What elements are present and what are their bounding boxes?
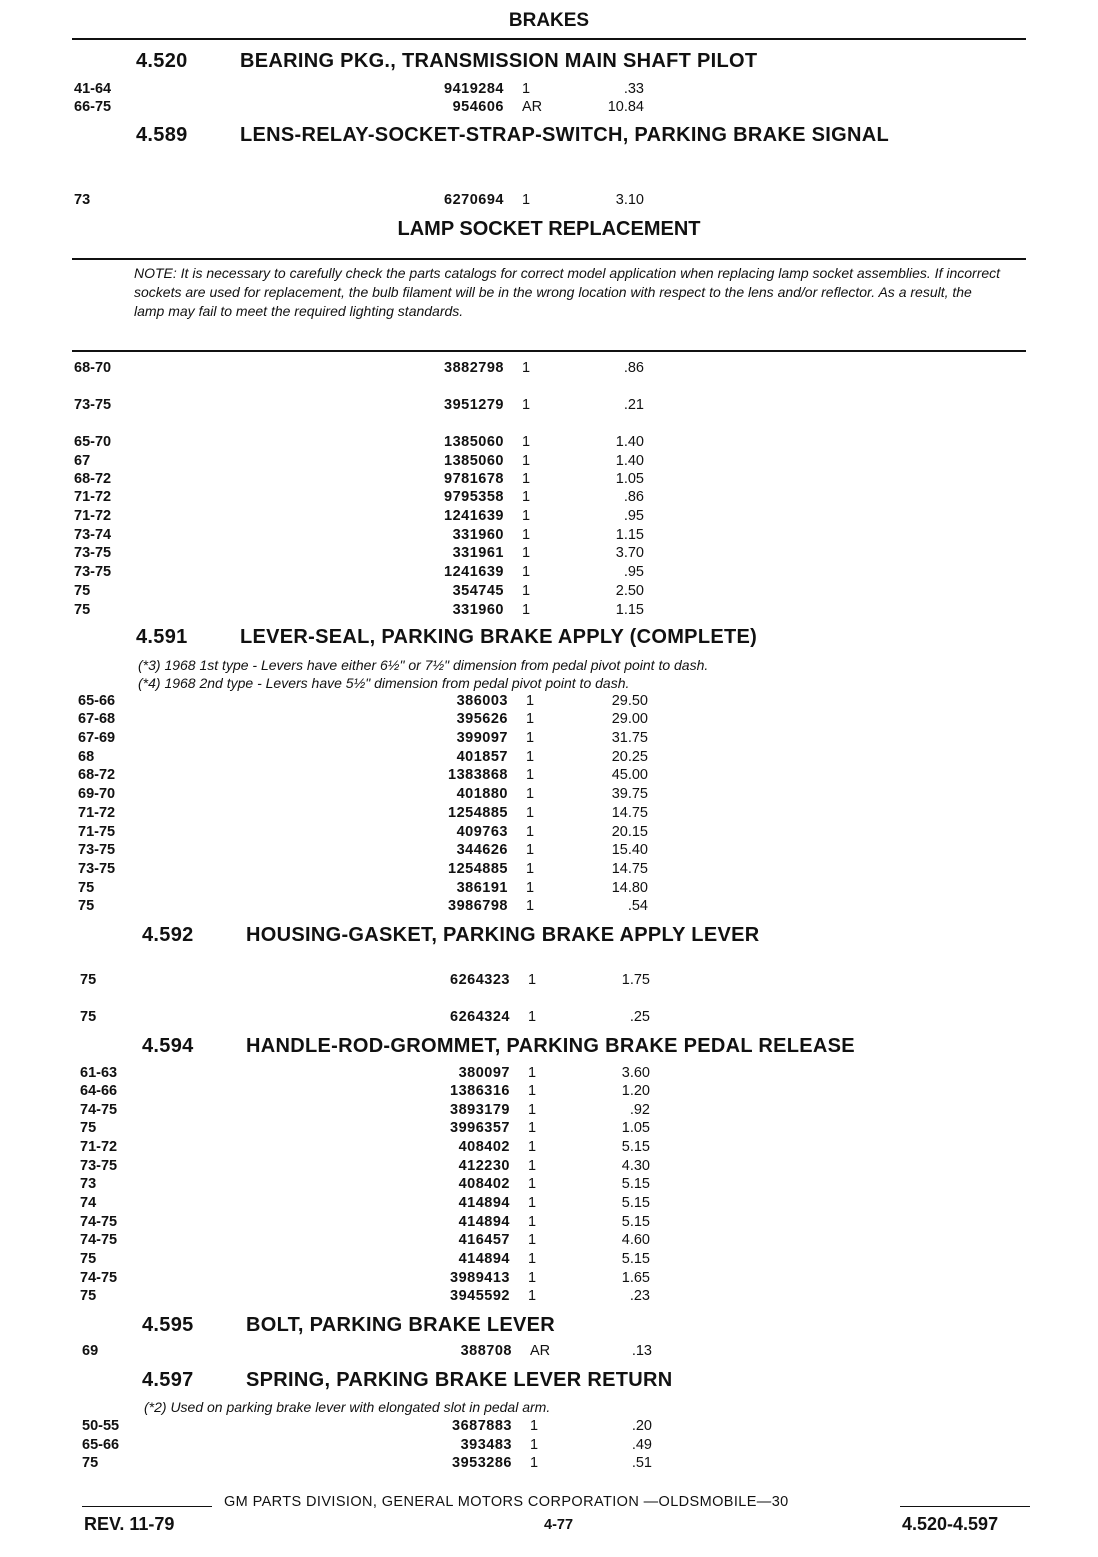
part-number: 331960 [452,602,504,618]
parts-row [78,786,1030,804]
parts-row [74,489,1030,507]
parts-row [80,1009,1030,1027]
page-title: BRAKES [508,10,590,31]
part-number: 3989413 [450,1270,510,1286]
parts-row [74,583,1030,601]
model-years: 65-66 [78,693,116,709]
model-years: 74-75 [80,1214,118,1230]
price: 1.05 [621,1120,650,1136]
quantity: 1 [526,861,535,877]
parts-row [82,1343,1030,1361]
quantity: 1 [522,360,531,376]
model-years: 50-55 [82,1418,120,1434]
quantity: 1 [526,767,535,783]
section-heading-4595 [142,1314,555,1340]
parts-row [78,693,1030,711]
section-title: BEARING PKG., TRANSMISSION MAIN SHAFT PILOT [240,50,758,72]
part-number: 331961 [452,545,504,561]
quantity: 1 [528,1214,537,1230]
lamp-socket-heading: LAMP SOCKET REPLACEMENT [397,218,701,240]
quantity: 1 [526,805,535,821]
part-number: 380097 [458,1065,510,1081]
price: .21 [623,397,644,413]
part-number: 1241639 [444,564,504,580]
part-number: 9419284 [444,81,504,97]
quantity: 1 [528,1195,537,1211]
part-number: 393483 [460,1437,512,1453]
price: 45.00 [611,767,648,783]
price: 2.50 [615,583,644,599]
model-years: 75 [74,602,91,618]
part-number: 408402 [458,1139,510,1155]
parts-row [78,861,1030,879]
price: 14.80 [611,880,648,896]
quantity: 1 [526,693,535,709]
parts-row [74,81,1030,99]
parts-row [82,1455,1030,1473]
quantity: 1 [528,1083,537,1099]
parts-row [74,527,1030,545]
part-number: 3893179 [450,1102,510,1118]
model-years: 68-70 [74,360,112,376]
quantity: 1 [528,1065,537,1081]
quantity: 1 [528,1176,537,1192]
price: 5.15 [621,1139,650,1155]
section-number: 4.591 [136,626,188,648]
part-number: 1254885 [448,805,508,821]
parts-row [80,1232,1030,1250]
part-number: 9781678 [444,471,504,487]
price: 5.15 [621,1195,650,1211]
part-number: 344626 [456,842,508,858]
price: .13 [631,1343,652,1359]
parts-row [74,397,1030,415]
parts-row [80,1270,1030,1288]
part-number: 414894 [458,1195,510,1211]
quantity: 1 [530,1418,539,1434]
price: .51 [631,1455,652,1471]
price: .95 [623,508,644,524]
quantity: 1 [528,1270,537,1286]
price: 5.15 [621,1251,650,1267]
part-number: 3996357 [450,1120,510,1136]
footer-rule-right [900,1506,1030,1507]
parts-row [74,508,1030,526]
quantity: 1 [522,81,531,97]
part-number: 3882798 [444,360,504,376]
model-years: 61-63 [80,1065,118,1081]
quantity: 1 [522,527,531,543]
part-number: 401880 [456,786,508,802]
part-number: 3951279 [444,397,504,413]
parts-row [74,192,1030,210]
parts-row [82,1437,1030,1455]
model-years: 75 [80,972,97,988]
quantity: 1 [528,1102,537,1118]
price: 14.75 [611,861,648,877]
model-years: 74-75 [80,1102,118,1118]
page-number: 4-77 [544,1517,574,1533]
section-title: SPRING, PARKING BRAKE LEVER RETURN [246,1369,673,1391]
quantity: 1 [528,972,537,988]
parts-row [80,1176,1030,1194]
model-years: 68 [78,749,95,765]
price: 1.65 [621,1270,650,1286]
price: .54 [627,898,648,914]
model-years: 73-74 [74,527,112,543]
model-years: 73 [80,1176,97,1192]
part-number: 331960 [452,527,504,543]
parts-row [80,1083,1030,1101]
price: 31.75 [611,730,648,746]
section-number: 4.592 [142,924,194,946]
part-number: 395626 [456,711,508,727]
model-years: 64-66 [80,1083,118,1099]
part-number: 1386316 [450,1083,510,1099]
part-number: 6264323 [450,972,510,988]
parts-row [80,1251,1030,1269]
price: 20.25 [611,749,648,765]
part-number: 409763 [456,824,508,840]
price: .20 [631,1418,652,1434]
quantity: 1 [522,434,531,450]
parts-row [78,842,1030,860]
part-number: 1383868 [448,767,508,783]
model-years: 75 [78,880,95,896]
price: .86 [623,360,644,376]
footer-rule-left [82,1506,212,1507]
quantity: 1 [526,824,535,840]
part-number: 3945592 [450,1288,510,1304]
model-years: 74-75 [80,1232,118,1248]
model-years: 66-75 [74,99,112,115]
model-years: 71-72 [74,489,112,505]
part-number: 3953286 [452,1455,512,1471]
part-number: 386003 [456,693,508,709]
parts-row [74,471,1030,489]
parts-row [74,545,1030,563]
price: 15.40 [611,842,648,858]
parts-row [80,972,1030,990]
price: 14.75 [611,805,648,821]
model-years: 75 [80,1009,97,1025]
quantity: 1 [522,397,531,413]
quantity: 1 [522,583,531,599]
part-number: 6264324 [450,1009,510,1025]
part-number: 414894 [458,1214,510,1230]
parts-row [74,434,1030,452]
model-years: 69-70 [78,786,116,802]
model-years: 75 [82,1455,99,1471]
part-number: 414894 [458,1251,510,1267]
quantity: 1 [522,453,531,469]
model-years: 71-72 [74,508,112,524]
parts-row [80,1139,1030,1157]
price: 1.75 [621,972,650,988]
price: 1.05 [615,471,644,487]
quantity: 1 [530,1437,539,1453]
page-group-range: 4.520-4.597 [902,1514,999,1534]
price: 1.40 [615,434,644,450]
price: .25 [629,1009,650,1025]
part-number: 416457 [458,1232,510,1248]
part-number: 1385060 [444,434,504,450]
price: .95 [623,564,644,580]
parts-row [78,711,1030,729]
section-number: 4.594 [142,1035,194,1057]
part-number: 1385060 [444,453,504,469]
model-years: 65-70 [74,434,112,450]
model-years: 68-72 [78,767,116,783]
quantity: 1 [526,749,535,765]
price: 39.75 [611,786,648,802]
section-title: LENS-RELAY-SOCKET-STRAP-SWITCH, PARKING BRAKE SIGNAL [240,124,889,146]
price: 29.50 [611,693,648,709]
part-number: 399097 [456,730,508,746]
part-number: 3986798 [448,898,508,914]
quantity: 1 [528,1232,537,1248]
quantity: 1 [528,1251,537,1267]
note-bottom-rule [72,350,1026,352]
model-years: 73-75 [78,861,116,877]
model-years: 71-75 [78,824,116,840]
section-number: 4.595 [142,1314,194,1336]
parts-row [74,564,1030,582]
section-heading-4591 [136,626,757,652]
model-years: 73 [74,192,91,208]
quantity: 1 [522,602,531,618]
quantity: 1 [526,786,535,802]
price: 20.15 [611,824,648,840]
quantity: 1 [522,192,531,208]
header-rule [72,38,1026,40]
model-years: 65-66 [82,1437,120,1453]
section-heading-4520 [136,50,757,76]
part-number: 386191 [456,880,508,896]
quantity: 1 [522,545,531,561]
quantity: 1 [528,1120,537,1136]
footer-publisher: GM PARTS DIVISION, GENERAL MOTORS CORPORATION —OLDSMOBILE—30 [224,1494,789,1510]
parts-row [78,749,1030,767]
section-heading-4597 [142,1369,673,1395]
part-number: 354745 [452,583,504,599]
section-title: HOUSING-GASKET, PARKING BRAKE APPLY LEVER [246,924,760,946]
model-years: 75 [80,1288,97,1304]
section-number: 4.520 [136,50,188,72]
price: .86 [623,489,644,505]
parts-row [80,1065,1030,1083]
part-number: 9795358 [444,489,504,505]
price: 1.40 [615,453,644,469]
parts-row [80,1288,1030,1306]
section-heading-4592 [142,924,759,950]
quantity: 1 [526,730,535,746]
model-years: 67-69 [78,730,116,746]
price: 10.84 [607,99,644,115]
parts-row [78,898,1030,916]
quantity: 1 [528,1139,537,1155]
model-years: 73-75 [80,1158,118,1174]
part-number: 3687883 [452,1418,512,1434]
model-years: 75 [78,898,95,914]
part-number: 6270694 [444,192,504,208]
model-years: 73-75 [74,545,112,561]
parts-row [80,1214,1030,1232]
lamp-socket-note: NOTE: It is necessary to carefully check the parts catalogs for correct model application when replacing lamp socket assemblies. If incorrect sockets are used for replacement, the bulb filament will be in the wrong location with respect to the lens and/or reflector. As a result, the lamp may fail to meet the required lighting standards. [134,265,1001,319]
price: 29.00 [611,711,648,727]
model-years: 69 [82,1343,99,1359]
parts-row [82,1418,1030,1436]
quantity: 1 [526,880,535,896]
quantity: 1 [526,898,535,914]
section-heading-4589 [136,124,889,150]
parts-row [74,360,1030,378]
part-number: 1241639 [444,508,504,524]
quantity: 1 [522,508,531,524]
parts-row [74,99,1030,117]
model-years: 73-75 [74,564,112,580]
quantity: 1 [526,842,535,858]
price: 1.15 [615,602,644,618]
quantity: 1 [522,489,531,505]
model-years: 67 [74,453,91,469]
parts-row [80,1158,1030,1176]
price: .92 [629,1102,650,1118]
price: 3.70 [615,545,644,561]
quantity: 1 [522,564,531,580]
model-years: 73-75 [78,842,116,858]
price: .33 [623,81,644,97]
quantity: 1 [526,711,535,727]
part-number: 1254885 [448,861,508,877]
model-years: 75 [80,1251,97,1267]
parts-row [78,730,1030,748]
footnote-2: (*2) Used on parking brake lever with elongated slot in pedal arm. [144,1399,551,1415]
model-years: 73-75 [74,397,112,413]
section-title: HANDLE-ROD-GROMMET, PARKING BRAKE PEDAL RELEASE [246,1035,855,1057]
footnote-3: (*3) 1968 1st type - Levers have either 6½" or 7½" dimension from pedal pivot point to dash. [138,657,709,673]
parts-row [74,453,1030,471]
part-number: 408402 [458,1176,510,1192]
section-number: 4.597 [142,1369,194,1391]
parts-row [78,767,1030,785]
note-top-rule [72,258,1026,260]
part-number: 401857 [456,749,508,765]
parts-row [80,1195,1030,1213]
parts-row [78,824,1030,842]
quantity: 1 [528,1288,537,1304]
model-years: 75 [80,1120,97,1136]
price: 1.15 [615,527,644,543]
revision-label: REV. 11-79 [84,1514,175,1534]
parts-row [78,880,1030,898]
parts-row [80,1120,1030,1138]
model-years: 74 [80,1195,97,1211]
section-heading-4594 [142,1035,855,1061]
quantity: 1 [530,1455,539,1471]
model-years: 75 [74,583,91,599]
model-years: 71-72 [78,805,116,821]
part-number: 388708 [460,1343,512,1359]
parts-row [78,805,1030,823]
price: 5.15 [621,1214,650,1230]
section-number: 4.589 [136,124,188,146]
parts-row [74,602,1030,620]
price: 4.30 [621,1158,650,1174]
price: 4.60 [621,1232,650,1248]
price: .23 [629,1288,650,1304]
quantity: 1 [522,471,531,487]
price: 5.15 [621,1176,650,1192]
parts-row [80,1102,1030,1120]
part-number: 954606 [452,99,504,115]
model-years: 68-72 [74,471,112,487]
quantity: 1 [528,1009,537,1025]
quantity: AR [522,99,543,115]
footnote-4: (*4) 1968 2nd type - Levers have 5½" dimension from pedal pivot point to dash. [138,675,630,691]
model-years: 74-75 [80,1270,118,1286]
model-years: 67-68 [78,711,116,727]
price: .49 [631,1437,652,1453]
quantity: AR [530,1343,551,1359]
price: 3.10 [615,192,644,208]
price: 1.20 [621,1083,650,1099]
part-number: 412230 [458,1158,510,1174]
model-years: 41-64 [74,81,112,97]
model-years: 71-72 [80,1139,118,1155]
quantity: 1 [528,1158,537,1174]
price: 3.60 [621,1065,650,1081]
section-title: BOLT, PARKING BRAKE LEVER [246,1314,555,1336]
section-title: LEVER-SEAL, PARKING BRAKE APPLY (COMPLETE) [240,626,758,648]
